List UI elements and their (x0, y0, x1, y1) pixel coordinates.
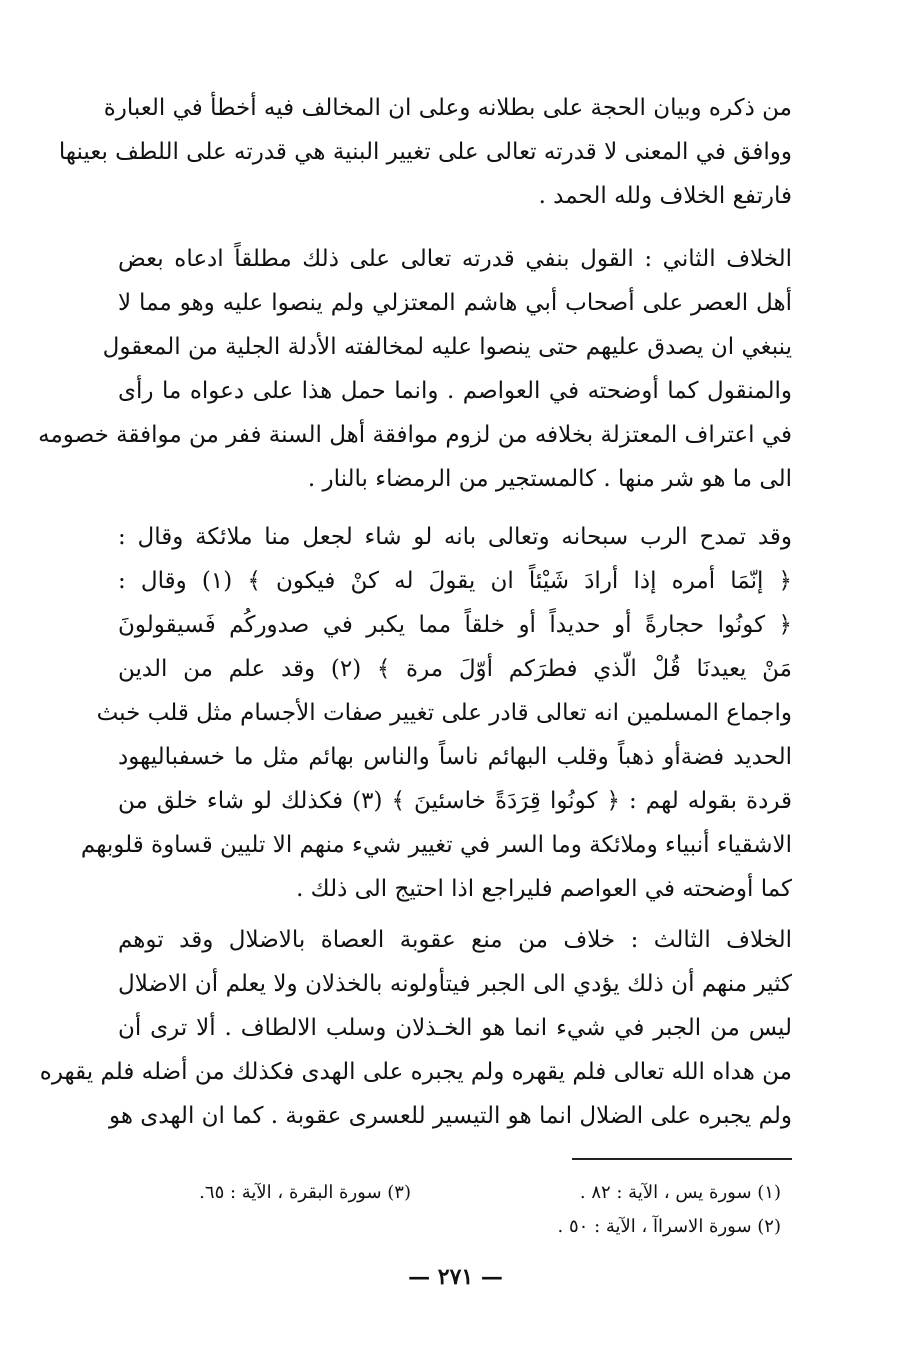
text-line: الخلاف الثاني : القول بنفي قدرته تعالى على ذلك مطلقاً ادعاه بعض (118, 246, 792, 272)
text-line: الخلاف الثالث : خلاف من منع عقوبة العصاة بالاضلال وقد توهم (118, 927, 792, 953)
page-number: — ٢٧١ — (408, 1264, 503, 1290)
text-line: الى ما هو شر منها . كالمستجير من الرمضاء بالنار . (307, 466, 792, 492)
text-line: كما أوضحته في العواصم فليراجع اذا احتيج الى ذلك . (296, 876, 792, 902)
text-line: الاشقياء أنبياء وملائكة وما السر في تغيير شيء منهم الا تليين قساوة قلوبهم (80, 832, 792, 858)
text-line: من هداه الله تعالى فلم يقهره ولم يجبره على الهدى فكذلك من أضله فلم يقهره (39, 1059, 792, 1085)
text-line: واجماع المسلمين انه تعالى قادر على تغيير صفات الأجسام مثل قلب خبث (96, 700, 792, 726)
text-line: كثير منهم أن ذلك يؤدي الى الجبر فيتأولونه بالخذلان ولا يعلم أن الاضلال (118, 971, 792, 997)
paragraph-2 (38, 237, 792, 501)
text-line: ﴿ إنّمَا أمره إذا أرادَ شَيْئاً ان يقولَ له كنْ فيكون ﴾ (١) وقال : (118, 568, 792, 594)
text-line: من ذكره وبيان الحجة على بطلانه وعلى ان المخالف فيه أخطأ في العبارة (103, 95, 792, 121)
paragraph-3 (80, 515, 793, 911)
footnote-divider (572, 1158, 792, 1160)
footnote-2: (٢) سورة الاسراآ ، الآية : ٥٠ . (557, 1216, 781, 1237)
text-line: فارتفع الخلاف ولله الحمد . (538, 183, 792, 209)
text-line: ليس من الجبر في شيء انما هو الخـذلان وسلب الالطاف . ألا ترى أن (118, 1015, 792, 1041)
text-line: أهل العصر على أصحاب أبي هاشم المعتزلي ولم ينصوا عليه وهو مما لا (118, 290, 792, 316)
text-line: ﴿ كونُوا حجارةً أو حديداً أو خلقاً مما يكبر في صدوركُم فَسيقولونَ (118, 612, 792, 638)
paragraph-1 (58, 86, 792, 218)
text-line: في اعتراف المعتزلة بخلافه من لزوم موافقة أهل السنة ففر من موافقة خصومه (38, 422, 792, 448)
footnote-1: (١) سورة يس ، الآية : ٨٢ . (579, 1182, 781, 1203)
text-line: ووافق في المعنى لا قدرته تعالى على تغيير البنية هي قدرته على اللطف بعينها (58, 139, 792, 165)
paragraph-4 (39, 918, 792, 1138)
text-line: والمنقول كما أوضحته في العواصم . وانما حمل هذا على دعواه ما رأى (118, 378, 792, 404)
text-line: وقد تمدح الرب سبحانه وتعالى بانه لو شاء لجعل منا ملائكة وقال : (118, 524, 792, 550)
text-line: مَنْ يعيدنَا قُلْ الّذي فطرَكم أوّلَ مرة ﴾ (٢) وقد علم من الدين (118, 656, 792, 682)
text-line: ولم يجبره على الضلال انما هو التيسير للعسرى عقوبة . كما ان الهدى هو (108, 1103, 792, 1129)
footnote-3: (٣) سورة البقرة ، الآية : ٦٥. (199, 1182, 411, 1203)
text-line: ينبغي ان يصدق عليهم حتى ينصوا عليه لمخالفته الأدلة الجلية من المعقول (102, 334, 792, 360)
text-line: الحديد فضةأو ذهباً وقلب البهائم ناساً والناس بهائم مثل ما خسفباليهود (118, 744, 792, 770)
text-line: قردة بقوله لهم : ﴿ كونُوا قِرَدَةً خاسئينَ ﴾ (٣) فكذلك لو شاء خلق من (118, 788, 793, 814)
